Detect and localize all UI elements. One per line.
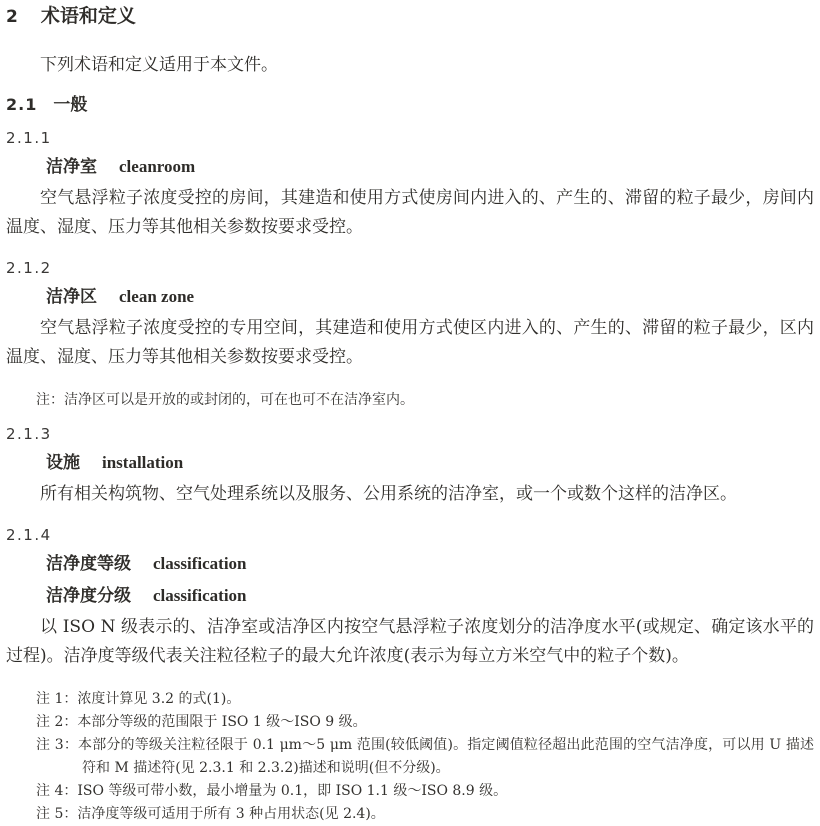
note [36, 780, 814, 803]
intro-paragraph: 下列术语和定义适用于本文件。 [40, 55, 278, 75]
term-title-zh: 洁净度分级 [46, 586, 131, 605]
term-title-line [46, 285, 814, 309]
note-label: 注 2： [36, 714, 78, 730]
section-title: 术语和定义 [40, 6, 136, 27]
term-definition: 空气悬浮粒子浓度受控的专用空间，其建造和使用方式使区内进入的、产生的、滞留的粒子最少，区内温度、湿度、压力等其他相关参数按要求受控。 [6, 318, 814, 367]
term-title-en: clean zone [119, 287, 195, 306]
section-heading [6, 6, 814, 28]
term-title-en: cleanroom [119, 157, 196, 176]
term-number: 2.1.2 [6, 259, 52, 277]
note [36, 389, 814, 412]
term-block-clean-zone [6, 259, 814, 412]
term-title-zh: 设施 [46, 453, 80, 472]
note-text: 本部分的等级关注粒径限于 0.1 μm～5 μm 范围(较低阈值)。指定阈值粒径超出此范围的空气洁净度，可以用 U 描述符和 M 描述符(见 2.3.1 和 2.3.2)描述和说明(但不分级)。 [78, 737, 815, 776]
term-definition: 空气悬浮粒子浓度受控的房间，其建造和使用方式使房间内进入的、产生的、滞留的粒子最少，房间内温度、湿度、压力等其他相关参数按要求受控。 [6, 188, 814, 237]
term-title-line [46, 584, 814, 608]
note-text: 洁净度等级可适用于所有 3 种占用状态(见 2.4)。 [77, 806, 385, 822]
term-title-en: classification [153, 554, 247, 573]
note [36, 688, 814, 711]
note [36, 711, 814, 734]
section-number: 2 [6, 7, 19, 27]
term-title-zh: 洁净室 [46, 157, 97, 176]
note-label: 注 3： [36, 737, 79, 753]
subsection-title: 一般 [53, 95, 88, 114]
term-title-line [46, 552, 814, 576]
note-text: 洁净区可以是开放的或封闭的，可在也可不在洁净室内。 [64, 392, 414, 408]
term-title-en: installation [102, 453, 184, 472]
note-label: 注 1： [36, 691, 78, 707]
note-text: ISO 等级可带小数，最小增量为 0.1，即 ISO 1.1 级～ISO 8.9 级。 [77, 783, 508, 799]
term-title-en: classification [153, 586, 247, 605]
term-title-line [46, 155, 814, 179]
note-text: 浓度计算见 3.2 的式(1)。 [77, 691, 241, 707]
term-title-zh: 洁净区 [46, 287, 97, 306]
term-block-cleanroom [6, 129, 814, 242]
term-block-installation [6, 425, 814, 509]
term-title-zh: 洁净度等级 [46, 554, 131, 573]
term-number: 2.1.4 [6, 526, 52, 544]
subsection-number: 2.1 [6, 95, 38, 114]
term-block-classification [6, 526, 814, 826]
term-definition: 以 ISO N 级表示的、洁净室或洁净区内按空气悬浮粒子浓度划分的洁净度水平(或规定、确定该水平的过程)。洁净度等级代表关注粒径粒子的最大允许浓度(表示为每立方米空气中的粒子个数)。 [6, 617, 814, 666]
term-definition: 所有相关构筑物、空气处理系统以及服务、公用系统的洁净室，或一个或数个这样的洁净区。 [40, 484, 737, 504]
term-number: 2.1.3 [6, 425, 52, 443]
subsection-heading [6, 94, 814, 116]
note-label: 注 4： [36, 783, 78, 799]
note [36, 734, 814, 780]
note [36, 803, 814, 826]
term-number: 2.1.1 [6, 129, 52, 147]
note-label: 注 5： [36, 806, 78, 822]
note-label: 注： [36, 392, 64, 408]
note-text: 本部分等级的范围限于 ISO 1 级～ISO 9 级。 [77, 714, 367, 730]
term-title-line [46, 451, 814, 475]
